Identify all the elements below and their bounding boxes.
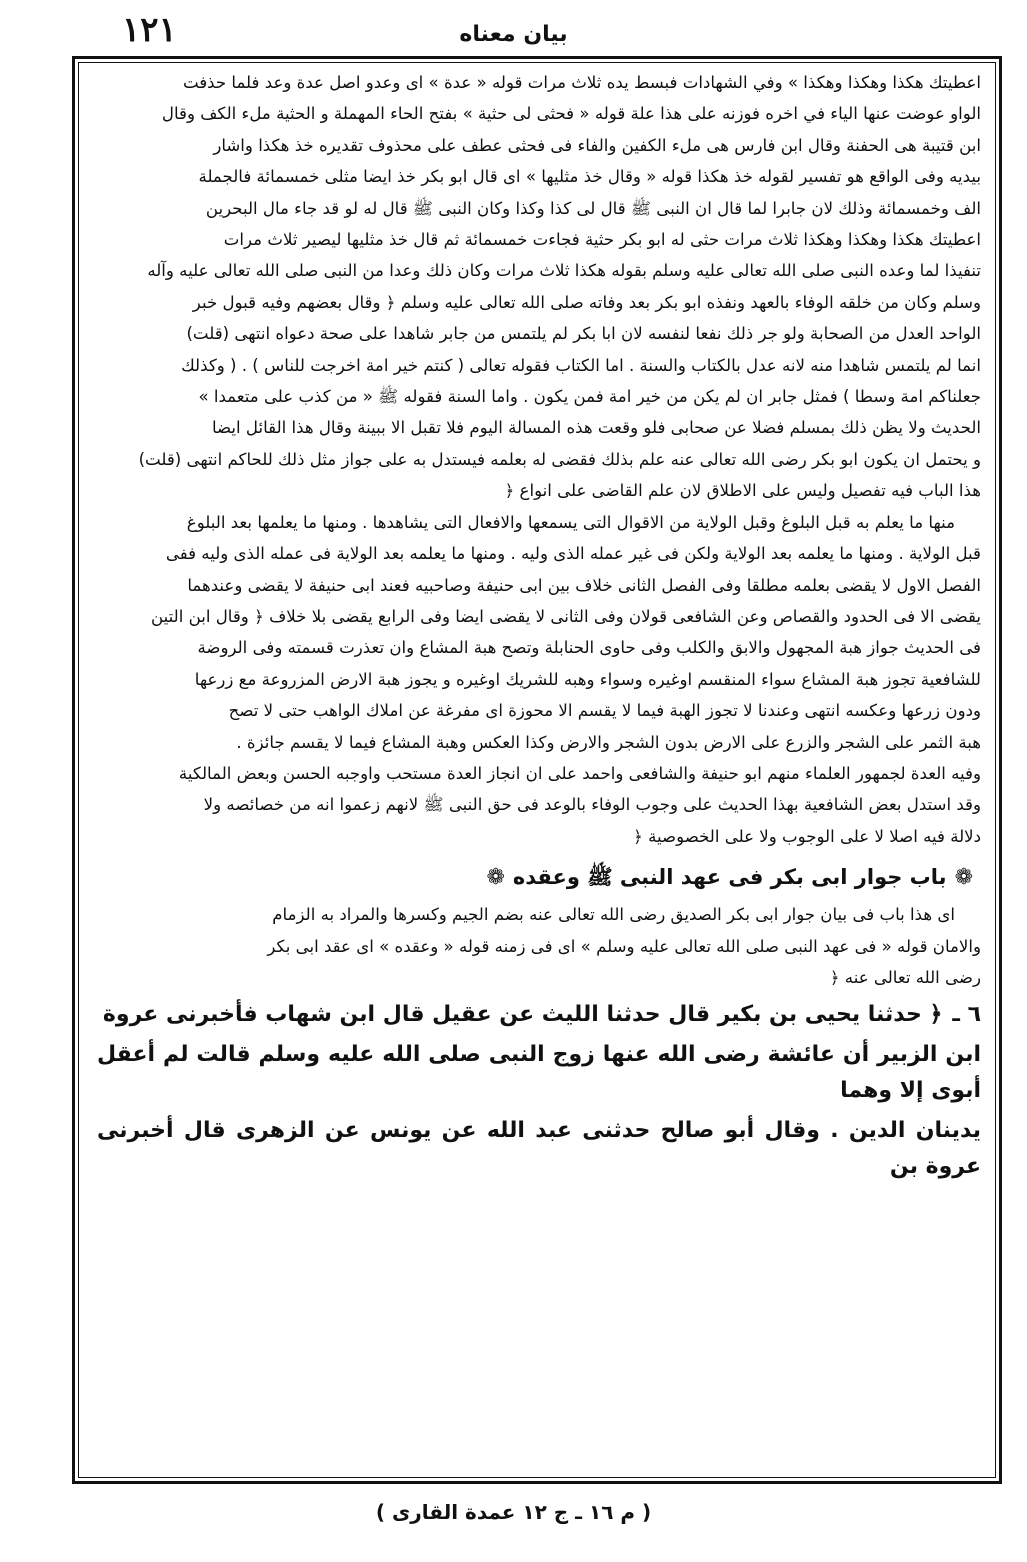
commentary-line: ابن قتيبة هى الحفنة وقال ابن فارس هى ملء الكفين والفاء فى فحثى عطف على محذوف تقديره خذ هكذا واشار	[213, 135, 981, 155]
ornament-right-icon: ❁	[486, 865, 505, 891]
commentary-line: وقد استدل بعض الشافعية بهذا الحديث على وجوب الوفاء بالوعد فى حق النبى ﷺ لانهم زعموا انه من خصائصه ولا	[203, 795, 981, 815]
commentary-line: الف وخمسمائة وذلك لان جابرا لما قال ان النبى ﷺ قال لى كذا وكذا وكان النبى ﷺ قال له لو قد جاء مال البحرين	[205, 198, 981, 218]
chapter-explanation-line: رضى الله تعالى عنه ﴿	[829, 967, 981, 987]
commentary-line: تنفيذا لما وعده النبى صلى الله تعالى عليه وسلم بقوله هكذا ثلاث مرات وكان ذلك وعدا من النبى صلى الله تعالى عليه وآله	[147, 261, 981, 281]
chapter-heading-text: باب جوار ابى بكر فى عهد النبى ﷺ وعقده	[512, 865, 947, 890]
hadith-text: ﴿ حدثنا يحيى بن بكير قال حدثنا الليث عن عقيل قال ابن شهاب فأخبرنى عروة	[102, 1002, 943, 1028]
commentary-line: الواحد العدل من الصحابة ولو جر ذلك نفعا لنفسه لان ابا بكر لم يلتمس من جابر شاهدا على صحة دعواه انتهى (قلت)	[186, 324, 981, 344]
commentary-line: انما لم يلتمس شاهدا منه لانه عدل بالكتاب والسنة . اما الكتاب فقوله تعالى ( كنتم خير امة اخرجت للناس ) . ( وكذلك	[181, 355, 981, 375]
commentary-line: هذا الباب فيه تفصيل وليس على الاطلاق لان علم القاضى على انواع ﴿	[504, 481, 981, 501]
running-head	[110, 14, 917, 54]
commentary-line: يقضى الا فى الحدود والقصاص وعن الشافعى قولان وفى الثانى لا يقضى ايضا وفى الرابع يقضى بلا خلاف ﴿ وقال ابن التين	[151, 606, 981, 626]
hadith-line: يدينان الدين . وقال أبو صالح حدثنى عبد الله عن يونس عن الزهرى قال أخبرنى عروة بن	[97, 1118, 981, 1180]
page-number: ١٢١	[122, 10, 177, 50]
text-frame	[72, 56, 1002, 1484]
ornament-left-icon: ❁	[954, 865, 973, 891]
commentary-line: جعلناكم امة وسطا ) فمثل جابر ان لم يكن من خير امة فمن يكون . واما السنة فقوله ﷺ « من كذب على متعمدا »	[198, 387, 981, 407]
commentary-line: دلالة فيه اصلا لا على الوجوب ولا على الخصوصية ﴿	[633, 826, 981, 846]
footer-signature: ( م ١٦ ـ ج ١٢ عمدة القارى )	[375, 1500, 652, 1524]
commentary-line: منها ما يعلم به قبل البلوغ وقبل الولاية من الاقوال التى يسمعها والافعال التى يشاهدها . ومنها ما يعلمها بعد البلوغ	[186, 512, 955, 532]
commentary-line: الفصل الاول لا يقضى بعلمه مطلقا وفى الفصل الثانى خلاف بين ابى حنيفة وصاحبيه فعند ابى حنيفة لا يقضى وعندهما	[187, 575, 981, 595]
running-title: بيان معناه	[459, 21, 568, 47]
commentary-line: و يحتمل ان يكون ابو بكر رضى الله تعالى عنه علم بذلك فقضى له بعلمه فيستدل به على جواز مثل ذلك للحاكم انتهى (قلت)	[138, 449, 981, 469]
commentary-line: الواو عوضت عنها الياء في اخره فوزنه على هذا علة قوله « فحثى لى حثية » بفتح الحاء المهملة و الحثية ملء الكف وقال	[161, 104, 981, 124]
commentary-line: فى الحديث جواز هبة المجهول والابق والكلب وفى حاوى الحنابلة وتصح هبة المشاع وان تعذرت قسمته وفى الروضة	[197, 638, 981, 658]
commentary-line: وفيه العدة لجمهور العلماء منهم ابو حنيفة والشافعى واحمد على ان انجاز العدة مستحب واوجبه الحسن وبعض المالكية	[178, 763, 981, 783]
hadith-line	[97, 997, 981, 1033]
commentary-line: اعطيتك هكذا وهكذا وهكذا » وفي الشهادات فبسط يده ثلاث مرات قوله « عدة » اى وعدو اصل عدة وعد فلما حذفت	[182, 73, 981, 92]
commentary-line: قبل الولاية . ومنها ما يعلمه بعد الولاية ولكن فى غير عمله الذى وليه . ومنها ما يعلمه بعد الولاية فى عمله الذى وليه ففى	[165, 544, 981, 564]
commentary-line: الحديث ولا يظن ذلك بمسلم فضلا عن صحابى فلو وقعت هذه المسالة اليوم فلا تقبل الا ببينة وقال هذا القائل ايضا	[211, 418, 981, 438]
chapter-explanation-line: والامان قوله « فى عهد النبى صلى الله تعالى عليه وسلم » اى فى زمنه قوله « وعقده » اى عقد ابى بكر	[267, 936, 981, 956]
commentary-line: ودون زرعها وعكسه انتهى وعندنا لا تجوز الهبة فيما لا يقسم الا محوزة اى مفرغة عن املاك الواهب حتى لا تصح	[228, 701, 981, 721]
commentary-line: وسلم وكان من خلقه الوفاء بالعهد ونفذه ابو بكر بعد وفاته صلى الله تعالى عليه وسلم ﴿ وقال بعضهم وفيه قبول خبر	[192, 292, 981, 312]
commentary-line: للشافعية تجوز هبة المشاع سواء المنقسم اوغيره وسواء وهبه للشريك اوغيره و يجوز هبة الارض المزروعة مع زرعها	[194, 669, 981, 689]
commentary-line: اعطيتك هكذا وهكذا وهكذا ثلاث مرات حثى له ابو بكر حثية فجاءت خمسمائة ثم قال خذ مثليها ليصير ثلاث مرات	[223, 230, 981, 250]
chapter-heading	[97, 860, 981, 895]
hadith-number: ٦ ـ	[952, 1002, 981, 1028]
chapter-explanation-line: اى هذا باب فى بيان جوار ابى بكر الصديق رضى الله تعالى عنه بضم الجيم وكسرها والمراد به الزمام	[272, 905, 955, 925]
hadith-line: ابن الزبير أن عائشة رضى الله عنها زوج النبى صلى الله عليه وسلم قالت لم أعقل أبوى إلا وهما	[97, 1042, 981, 1104]
commentary-line: هبة الثمر على الشجر والزرع على الارض بدون الشجر والارض وكذا العكس وهبة المشاع فيما لا يقسم جائزة .	[236, 732, 981, 752]
body-text	[97, 67, 981, 1185]
commentary-line: بيديه وفى الواقع هو تفسير لقوله خذ هكذا قوله « وقال خذ مثليها » اى قال ابو بكر خذ ايضا مثلى خمسمائة فالجملة	[198, 167, 981, 187]
